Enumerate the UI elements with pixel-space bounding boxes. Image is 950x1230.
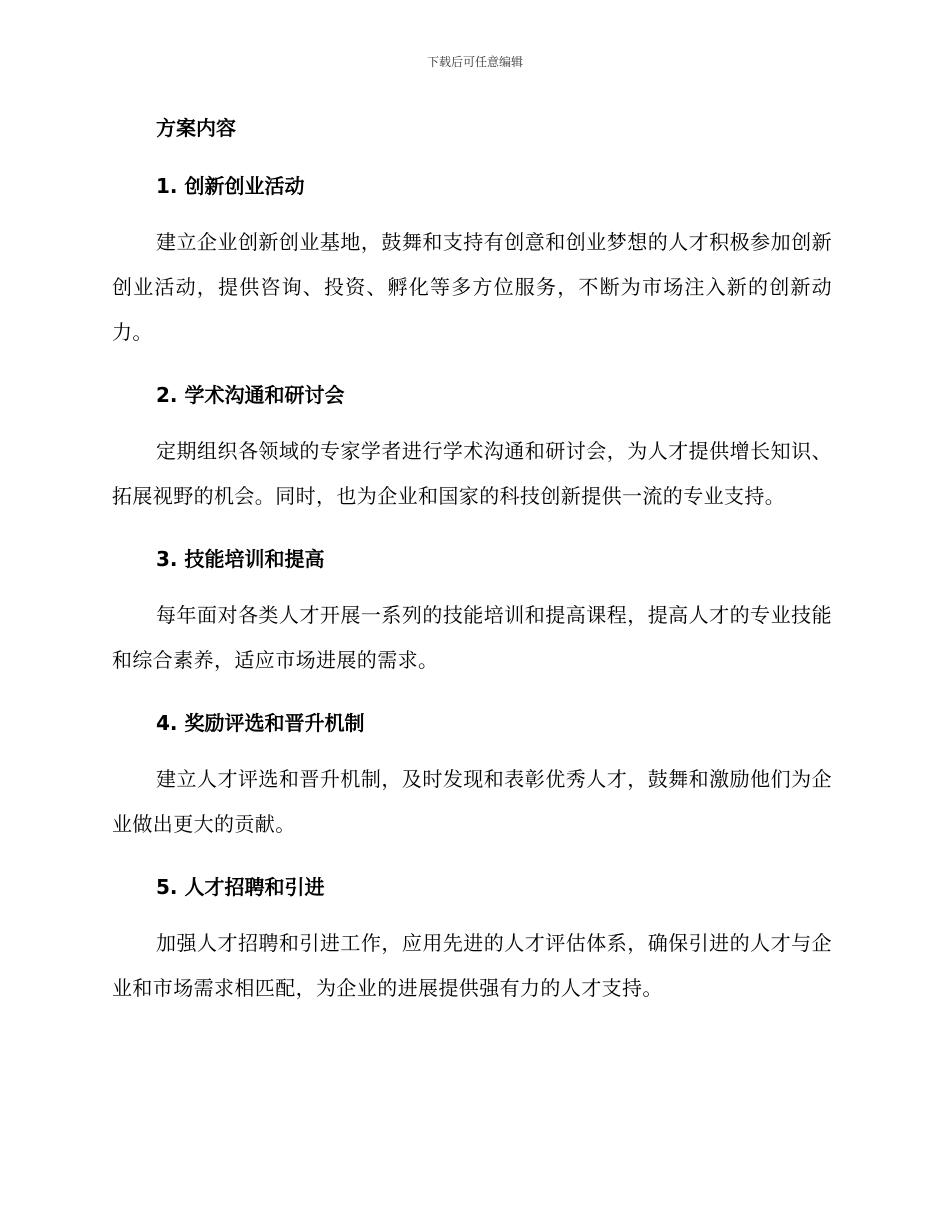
section-paragraph-3: 每年面对各类人才开展一系列的技能培训和提高课程，提高人才的专业技能和综合素养，适应市场进展的需求。 — [112, 603, 832, 672]
section-heading-5: 5. 人才招聘和引进 — [156, 875, 325, 899]
section-heading-2: 2. 学术沟通和研讨会 — [156, 383, 345, 407]
section-heading-1: 1. 创新创业活动 — [156, 174, 305, 198]
section-paragraph-1: 建立企业创新创业基地，鼓舞和支持有创意和创业梦想的人才积极参加创新创业活动，提供咨询、投资、孵化等多方位服务，不断为市场注入新的创新动力。 — [112, 230, 832, 344]
section-paragraph-5: 加强人才招聘和引进工作，应用先进的人才评估体系，确保引进的人才与企业和市场需求相匹配，为企业的进展提供强有力的人才支持。 — [112, 931, 832, 1000]
section-heading-4: 4. 奖励评选和晋升机制 — [156, 711, 365, 735]
document-title: 方案内容 — [156, 116, 236, 140]
page-header-note: 下载后可任意编辑 — [426, 55, 523, 69]
section-paragraph-4: 建立人才评选和晋升机制，及时发现和表彰优秀人才，鼓舞和激励他们为企业做出更大的贡献。 — [112, 767, 832, 836]
section-heading-3: 3. 技能培训和提高 — [156, 547, 325, 571]
section-paragraph-2: 定期组织各领域的专家学者进行学术沟通和研讨会，为人才提供增长知识、拓展视野的机会。同时，也为企业和国家的科技创新提供一流的专业支持。 — [112, 439, 832, 508]
document-body — [112, 112, 832, 1035]
